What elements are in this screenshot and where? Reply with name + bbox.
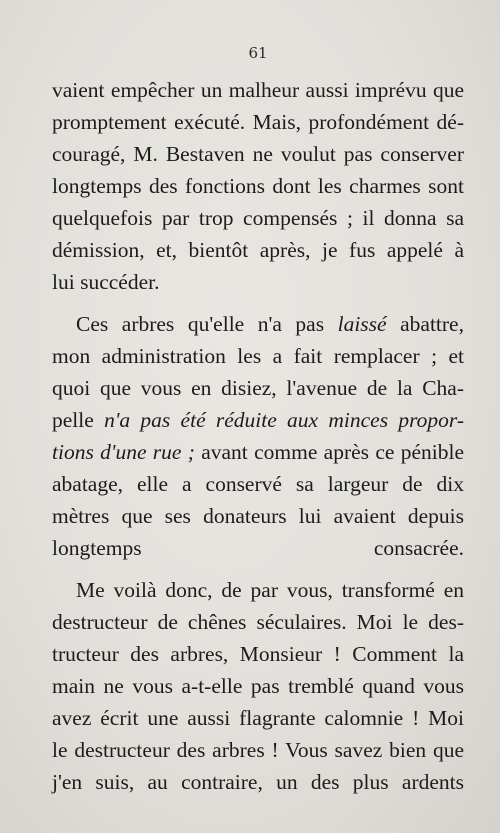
text-line: [52, 638, 464, 670]
text-run: abattre,: [386, 312, 464, 336]
paragraph: [52, 74, 464, 298]
text-line: [52, 308, 464, 340]
text-line: [52, 766, 464, 798]
text-run: le destructeur des arbres ! Vous savez bien que: [52, 738, 464, 762]
text-run: quelquefois par trop compensés ; il donna sa: [52, 206, 464, 230]
text-run: longtemps consacrée.: [52, 536, 464, 560]
paragraph-gap: [52, 298, 464, 308]
body-text: [52, 74, 464, 798]
text-run: destructeur de chênes séculaires. Moi le des-: [52, 610, 464, 634]
paragraph-gap: [52, 564, 464, 574]
text-line: [52, 372, 464, 404]
italic-text: n'a pas été réduite aux minces propor-: [104, 408, 464, 432]
text-run: couragé, M. Bestaven ne voulut pas conserver: [52, 142, 464, 166]
text-line: [52, 202, 464, 234]
text-line: [52, 340, 464, 372]
text-run: mètres que ses donateurs lui avaient depuis: [52, 504, 464, 528]
text-line: [52, 106, 464, 138]
text-run: tructeur des arbres, Monsieur ! Comment la: [52, 642, 464, 666]
text-line: [52, 74, 464, 106]
text-line: [52, 532, 464, 564]
text-run: pelle: [52, 408, 105, 432]
text-line: [52, 170, 464, 202]
text-run: promptement exécuté. Mais, profondément dé-: [52, 110, 464, 134]
text-line: [52, 138, 464, 170]
text-run: abatage, elle a conservé sa largeur de dix: [52, 472, 464, 496]
paragraph: [52, 308, 464, 564]
text-line: [52, 734, 464, 766]
text-line: [52, 436, 464, 468]
text-run: lui succéder.: [52, 270, 160, 294]
text-line: [52, 266, 464, 298]
text-run: j'en suis, au contraire, un des plus ardents: [52, 770, 464, 794]
text-run: quoi que vous en disiez, l'avenue de la Cha-: [52, 376, 464, 400]
page-number: 61: [248, 44, 268, 62]
text-run: avant comme après ce pénible: [194, 440, 464, 464]
text-line: [52, 606, 464, 638]
text-line: [52, 702, 464, 734]
text-run: démission, et, bientôt après, je fus appelé à: [52, 238, 464, 262]
text-run: main ne vous a-t-elle pas tremblé quand vous: [52, 674, 464, 698]
text-run: Ces arbres qu'elle n'a pas: [76, 312, 338, 336]
text-run: Me voilà donc, de par vous, transformé en: [76, 578, 464, 602]
text-line: [52, 670, 464, 702]
italic-text: laissé: [337, 312, 387, 336]
text-run: avez écrit une aussi flagrante calomnie ! Moi: [52, 706, 464, 730]
text-line: [52, 500, 464, 532]
paragraph: [52, 574, 464, 798]
text-line: [52, 404, 464, 436]
text-run: longtemps des fonctions dont les charmes sont: [52, 174, 464, 198]
italic-text: tions d'une rue ;: [52, 440, 195, 464]
text-run: vaient empêcher un malheur aussi imprévu que: [52, 78, 464, 102]
text-line: [52, 574, 464, 606]
text-line: [52, 234, 464, 266]
text-run: mon administration les a fait remplacer ; et: [52, 344, 464, 368]
text-line: [52, 468, 464, 500]
